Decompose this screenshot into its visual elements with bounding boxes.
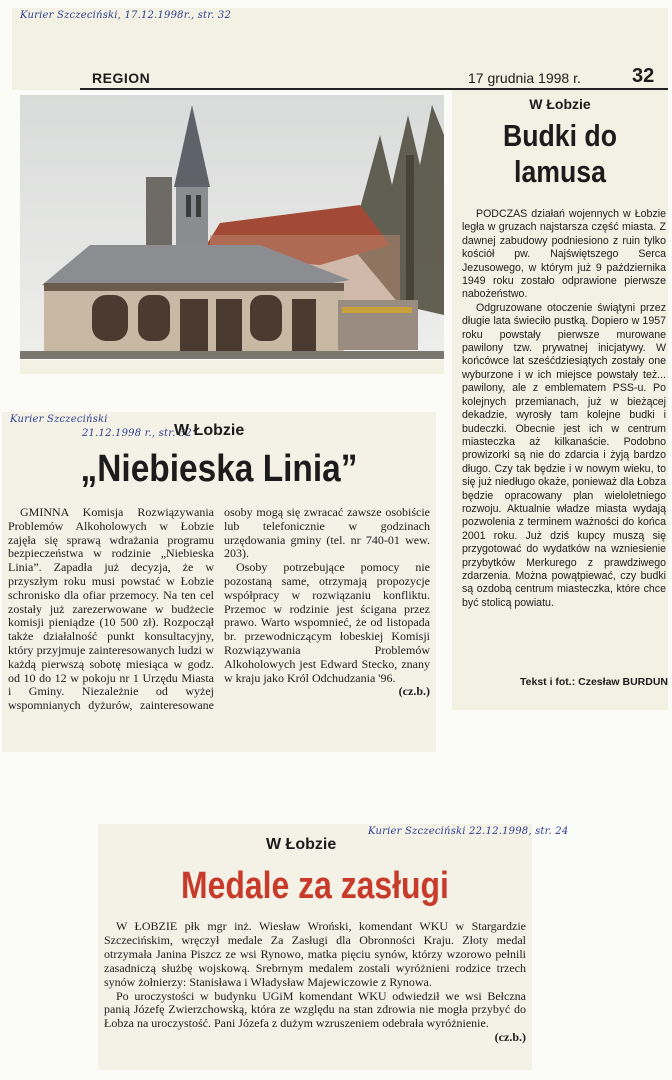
article-title — [467, 118, 653, 190]
handwritten-source-note: Kurier Szczeciński — [10, 414, 108, 425]
budki-article — [452, 90, 668, 710]
article-body — [462, 208, 666, 610]
article-byline: Tekst i fot.: Czesław BURDUN — [520, 676, 668, 688]
article-signature: (cz.b.) — [398, 684, 430, 699]
article-paragraph: PODCZAS działań wojennych w Łobzie legła w gruzach najstarsza część miasta. Z dawnej zabudowy podniesiono z ruin tylko kościół pw. Najświętszego Serca Jezusowego, w którym już 9 października 1949 roku zostało odprawione pierwsze nabożeństwo. — [462, 208, 666, 301]
clipping-medale-za-zaslugi — [98, 824, 569, 1070]
article-kicker: W Łobzie — [174, 422, 245, 439]
article-paragraph: GMINNA Komisja Rozwiązywania Problemów Alkoholowych w Łobzie zajęła się sprawą wdrażania programu bezpieczeństwa w rodzinie „Niebieska Linia”. Zapadła już decyzja, że w przyszłym roku musi powstać w Łobzie schronisko dla ofiar przemocy. Na ten cel zostały już zarezerwowane w budżecie komisji pieniądze (10 500 zł). Rozpoczął także działalność punkt konsultacyjny, który przyjmuje zainteresowanych ludzi w każdą pierwszą sobotę miesiąca w godz. od 10 do 12 w pokoju nr 1 Urzędu Miasta i Gminy. Niezależnie od wyżej wspomnianych dyżurów, zainteresowane osoby mogą się zwracać zawsze osobiście lub telefonicznie w godzinach urzędowania gminy (tel. nr 740-01 wew. 203). — [8, 505, 430, 713]
article-paragraph: W ŁOBZIE płk mgr inż. Wiesław Wroński, komendant WKU w Stargardzie Szczecińskim, wręczył medale Za Zasługi dla Obronności Kraju. Złoty medal otrzymała Janina Piszcz ze wsi Rynowo, matka pięciu synów, którzy wzorowo pełnili zasadniczą służbę wojskową. Srebrnym medalem zostali wyróżnieni rodzice trzech synów żołnierzy: Stanisława i Władysław Majewiczowie z Rynowa. — [104, 919, 526, 989]
church-photo-illustration — [20, 95, 444, 359]
article-signature: (cz.b.) — [494, 1030, 526, 1045]
article-kicker: W Łobzie — [266, 836, 337, 853]
clipping-niebieska-linia — [2, 412, 436, 752]
article-title: Medale za zasługi — [181, 865, 449, 907]
article-title: „Niebieska Linia” — [80, 448, 358, 490]
issue-date: 17 grudnia 1998 r. — [468, 70, 581, 86]
handwritten-source-note: 21.12.1998 r., str. 32 — [82, 428, 192, 439]
handwritten-source-note: Kurier Szczeciński 22.12.1998, str. 24 — [368, 826, 569, 837]
handwritten-source-note: Kurier Szczeciński, 17.12.1998r., str. 32 — [20, 10, 232, 21]
page-number: 32 — [632, 65, 655, 87]
church-photo — [20, 95, 444, 359]
article-paragraph: Osoby potrzebujące pomocy nie pozostaną same, otrzymają propozycje współpracy w rozwiązaniu konfliktu. Przemoc w rodzinie jest ścigana przez prawo. Warto wspomnieć, że od listopada br. przewodniczącym łobeskiej Komisji Rozwiązywania Problemów Alkoholowych jest Edward Stecko, znany w kraju jako Król Odchudzania '96. — [224, 560, 430, 685]
article-body — [104, 920, 526, 1045]
article-paragraph: Po uroczystości w budynku UGiM komendant WKU odwiedził we wsi Bełczna panią Józefę Zwierzchowską, która ze względu na stan zdrowia nie mogła przybyć do Łobza na uroczystość. Pani Józefa z dużym wzruszeniem odebrała wyróżnienie. — [104, 988, 526, 1031]
article-body — [8, 506, 430, 713]
article-paragraph: Odgruzowane otoczenie świątyni przez długie lata świeciło pustką. Dopiero w 1957 roku powstały pierwsze murowane pawilony tzw. prywatnej inicjatywy. W końcówce lat sześćdziesiątych zostały one wyburzone i w ich miejsce powstały też... pawilony, ale z emblematem PSS-u. Po kolejnych przemianach, już w bieżącej dekadzie, wyrosły tam kolejne budki i budeczki. Obecnie jest ich w centrum miasteczka aż kilkanaście. Podobno prowizorki są nie do zdarcia i żyją bardzo długo. Czy tak będzie i w nowym wieku, to się już niedługo okaże, ponieważ dla Łobza będzie opracowany plan wieloletniego rozwoju. Aktualnie władze miasta wydają pozwolenia z terminem ważności do końca 2001 roku. Już dziś kupcy muszą się przygotować do wydatków na wzniesienie przybytków Merkurego z prawdziwego zdarzenia. Można powątpiewać, czy budki są ozdobą centrum miasteczka, które chce być stolicą powiatu. — [462, 301, 666, 609]
article-title-line: Budki do — [502, 118, 618, 153]
section-label: REGION — [92, 70, 151, 86]
article-kicker: W Łobzie — [529, 96, 591, 112]
article-title-line: lamusa — [514, 154, 606, 189]
photo-margin — [20, 360, 444, 374]
